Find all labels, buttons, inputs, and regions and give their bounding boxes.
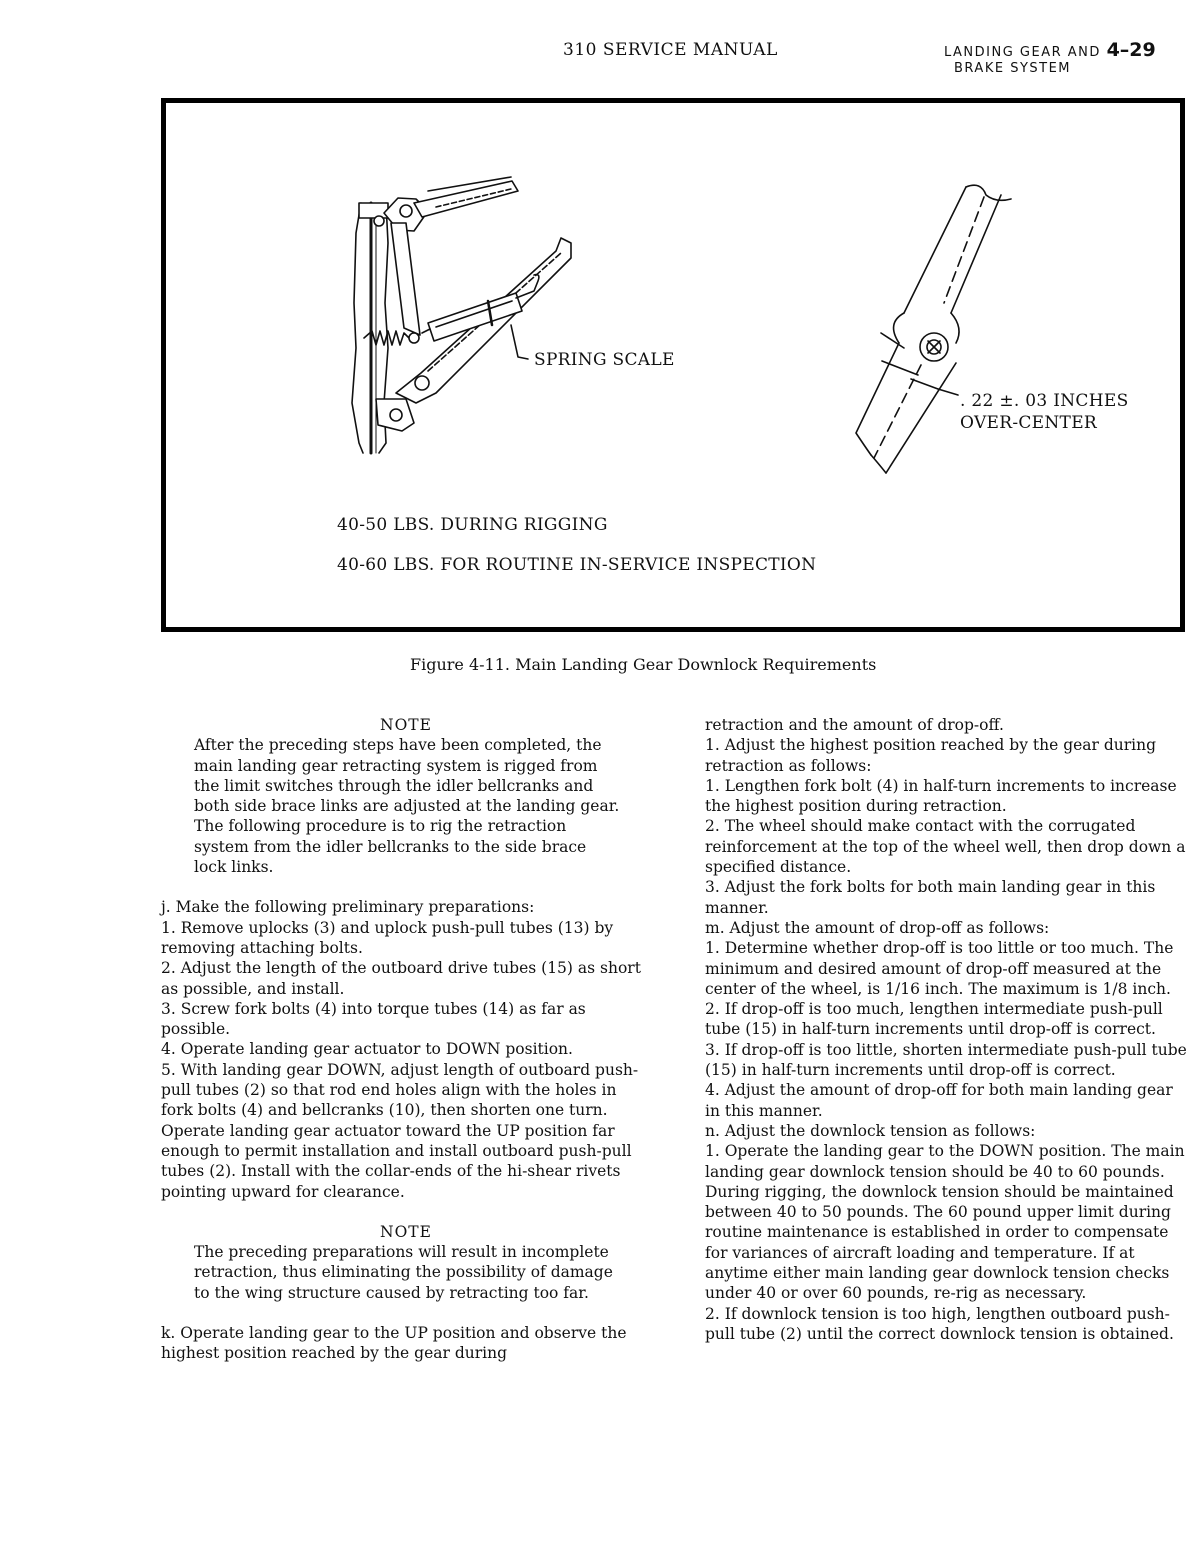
step-k1-1: 1. Lengthen fork bolt (4) in half-turn increments to increase the highest position during retraction.	[705, 776, 1177, 816]
over-center-dimension-line1: . 22 ±. 03 INCHES	[960, 391, 1129, 411]
section-title-line1: LANDING GEAR AND	[944, 45, 1101, 60]
section-title-line2: BRAKE SYSTEM	[954, 61, 1072, 76]
step-j3: 3. Screw fork bolts (4) into torque tubes (14) as far as possible.	[161, 999, 586, 1039]
left-column	[161, 715, 651, 1364]
step-j: j. Make the following preliminary preparations:	[161, 898, 535, 917]
figure-frame	[161, 98, 1185, 632]
note-body: The preceding preparations will result in incomplete retraction, thus eliminating the possibility of damage to the wing structure caused by retracting too far.	[194, 1243, 613, 1302]
figure-caption: Figure 4-11. Main Landing Gear Downlock Requirements	[410, 655, 877, 674]
step-k: k. Operate landing gear to the UP position and observe the highest position reached by the gear during	[161, 1324, 627, 1363]
over-center-dimension-line2: OVER-CENTER	[960, 413, 1098, 433]
right-column	[705, 715, 1190, 1344]
step-m3: 3. If drop-off is too little, shorten intermediate push-pull tube (15) in half-turn increments until drop-off is correct.	[705, 1040, 1187, 1080]
step-j1: 1. Remove uplocks (3) and uplock push-pull tubes (13) by removing attaching bolts.	[161, 918, 614, 957]
rigging-tension-note: 40-50 LBS. DURING RIGGING	[337, 515, 608, 535]
step-j2: 2. Adjust the length of the outboard drive tubes (15) as short as possible, and install.	[161, 959, 641, 998]
step-j4: 4. Operate landing gear actuator to DOWN position.	[161, 1040, 573, 1059]
step-k1-3: 3. Adjust the fork bolts for both main landing gear in this manner.	[705, 878, 1156, 917]
step-n1: 1. Operate the landing gear to the DOWN position. The main landing gear downlock tension should be 40 to 60 pounds. During rigging, the downlock tension should be maintained between 40 to 50 pounds. The 60 pound upper limit during routine maintenance is established in order to compensate for variances of aircraft loading and temperature. If at anytime either main landing gear downlock tension checks under 40 or over 60 pounds, re-rig as necessary.	[705, 1142, 1185, 1303]
note-body: After the preceding steps have been completed, the main landing gear retracting system is rigged from the limit switches through the idler bellcranks and both side brace links are adjusted at the landing gear. The following procedure is to rig the retraction system from the idler bellcranks to the side brace lock links.	[194, 736, 620, 877]
page-number: 4–29	[1106, 39, 1156, 61]
step-k1: 1. Adjust the highest position reached by the gear during retraction as follows:	[705, 736, 1157, 775]
step-n: n. Adjust the downlock tension as follows:	[705, 1121, 1036, 1140]
manual-title: 310 SERVICE MANUAL	[563, 40, 778, 60]
strut-assembly-drawing	[352, 177, 571, 453]
step-m2: 2. If drop-off is too much, lengthen intermediate push-pull tube (15) in half-turn increments until drop-off is correct.	[705, 1000, 1163, 1039]
note-heading: NOTE	[380, 716, 432, 734]
step-j5: 5. With landing gear DOWN, adjust length of outboard push-pull tubes (2) so that rod end holes align with the holes in fork bolts (4) and bellcranks (10), then shorten one turn. Operate landing gear actuator toward the UP position far enough to permit installation and install outboard push-pull tubes (2). Install with the collar-ends of the hi-shear rivets pointing upward for clearance.	[161, 1060, 639, 1201]
step-m4: 4. Adjust the amount of drop-off for both main landing gear in this manner.	[705, 1081, 1173, 1120]
step-k1-2: 2. The wheel should make contact with the corrugated reinforcement at the top of the wheel well, then drop down a specified distance.	[705, 817, 1186, 877]
step-m: m. Adjust the amount of drop-off as follows:	[705, 918, 1050, 937]
section-header	[944, 40, 1184, 79]
step-n2: 2. If downlock tension is too high, lengthen outboard push-pull tube (2) until the correct downlock tension is obtained.	[705, 1304, 1174, 1343]
note-heading: NOTE	[380, 1222, 432, 1241]
inspection-tension-note: 40-60 LBS. FOR ROUTINE IN-SERVICE INSPECTION	[337, 555, 817, 575]
spring-scale-label: SPRING SCALE	[534, 350, 675, 370]
step-m1: 1. Determine whether drop-off is too little or too much. The minimum and desired amount of drop-off measured at the center of the wheel, is 1/16 inch. The maximum is 1/8 inch.	[705, 939, 1174, 998]
step-k-continued: retraction and the amount of drop-off.	[705, 716, 1004, 734]
